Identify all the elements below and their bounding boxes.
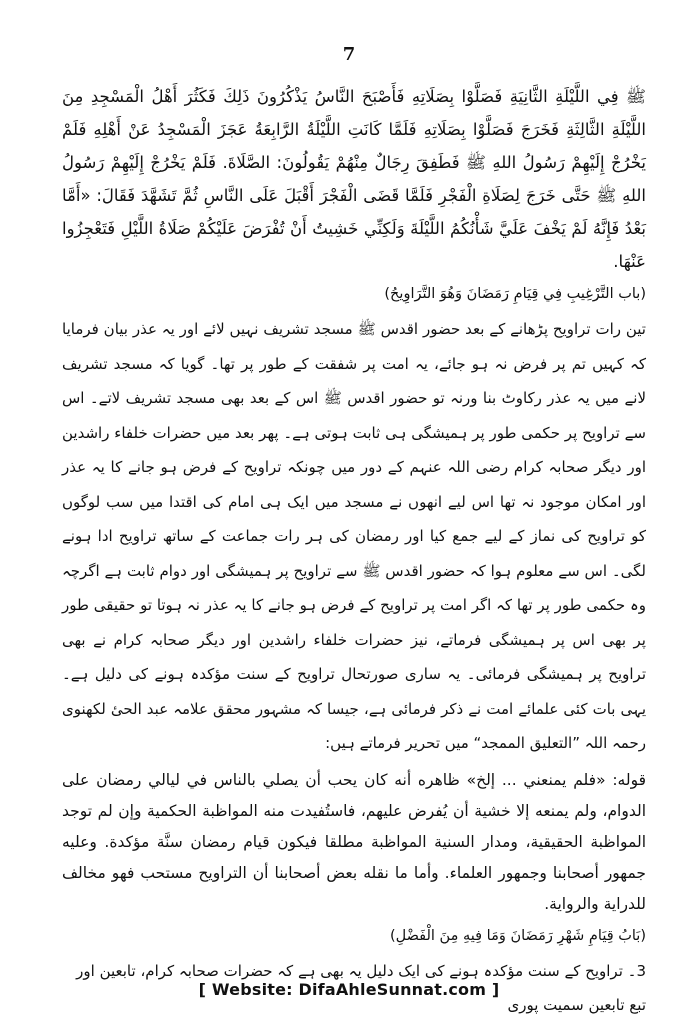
website-footer: [ Website: DifaAhleSunnat.com ] [198,980,500,999]
quote-reference: (بَابُ قِيَامِ شَهْرِ رَمَضَانَ وَمَا فِيهِ مِنَ الْفَضْلِ) [389,927,646,944]
arabic-hadith-text: ﷺ فِي اللَّيْلَةِ الثَّانِيَةِ فَصَلَّوْا بِصَلَاتِهِ فَأَصْبَحَ النَّاسُ يَذْكُرُونَ ذَلِكَ فَكَثُرَ أَهْلُ الْمَسْجِدِ مِنَ اللَّيْلَةِ الثَّالِثَةِ فَخَرَجَ فَصَلَّوْا بِصَلَاتِهِ فَلَمَّا كَانَتِ اللَّيْلَةُ الرَّابِعَةُ عَجَزَ الْمَسْجِدُ عَنْ أَهْلِهِ فَلَمْ يَخْرُجْ إِلَيْهِمْ رَسُولُ اللهِ ﷺ فَطَفِقَ رِجَالٌ مِنْهُمْ يَقُولُونَ: الصَّلَاةَ. فَلَمْ يَخْرُجْ إِلَيْهِمْ رَسُولُ اللهِ ﷺ حَتَّى خَرَجَ لِصَلَاةِ الْفَجْرِ فَلَمَّا قَضَى الْفَجْرَ أَقْبَلَ عَلَى النَّاسِ ثُمَّ تَشَهَّدَ فَقَالَ: «أَمَّا بَعْدُ فَإِنَّهُ لَمْ يَخْفَ عَلَيَّ شَأْنُكُمُ اللَّيْلَةَ وَلَكِنِّي خَشِيتُ أَنْ تُفْرَضَ عَلَيْكُمْ صَلَاةُ اللَّيْلِ فَتَعْجِزُوا عَنْهَا. [62,87,646,271]
page-number: 7 [342,44,356,65]
urdu-point-3: 3۔ تراویح کے سنت مؤکدہ ہونے کی ایک دلیل یہ بھی ہے کہ حضرات صحابہ کرام، تابعین اور تبع تابعین سمیت پوری [76,961,646,1014]
arabic-quote-text: قوله: «فلم يمنعني ... إلخ» ظاهره أنه كان يحب أن يصلي بالناس في ليالي رمضان على الدوام، ولم يمنعه إلا خشية أن يُفرض عليهم، فاستُفيدت منه المواظبة الحكمية وإن لم توجد المواظبة الحقيقية، ومدار السنية المواظبة مطلقا فيكون قيام رمضان سنَّة مؤكدة. وعليه جمهور أصحابنا وجمهور العلماء. وأما ما نقله بعض أصحابنا أن التراويح مستحب فهو مخالف للدراية والرواية. [62,770,646,913]
hadith-reference: (باب التَّرْغِيبِ فِي قِيَامِ رَمَضَانَ وَهُوَ التَّرَاوِيحُ) [384,286,646,302]
urdu-explanation: تین رات تراویح پڑھانے کے بعد حضور اقدس ﷺ مسجد تشریف نہیں لائے اور یہ عذر بیان فرمایا کہ کہیں تم پر فرض نہ ہو جائے، یہ امت پر شفقت کے طور پر تھا۔ گویا کہ مسجد تشریف لانے میں یہ عذر رکاوٹ بنا ورنہ تو حضور اقدس ﷺ اس کے بعد بھی مسجد تشریف لاتے۔ اس سے تراویح پر حکمی طور پر ہمیشگی ہی ثابت ہوتی ہے۔ پھر بعد میں حضرات خلفاء راشدین اور دیگر صحابہ کرام رضی اللہ عنہم کے دور میں چونکہ تراویح کے فرض ہو جانے کا یہ عذر اور امکان موجود نہ تھا اس لیے انھوں نے مسجد میں ایک ہی امام کی اقتدا میں سب لوگوں کو تراویح کی نماز کے لیے جمع کیا اور رمضان کی ہر رات جماعت کے ساتھ تراویح ادا ہونے لگی۔ اس سے معلوم ہوا کہ حضور اقدس ﷺ سے تراویح پر ہمیشگی اور دوام ثابت ہے اگرچہ وہ حکمی طور پر تھا کہ اگر امت پر تراویح کے فرض ہو جانے کا یہ عذر نہ ہوتا تو حقیقی طور پر بھی اس پر ہمیشگی فرماتے، نیز حضرات خلفاء راشدین اور دیگر صحابہ کرام نے بھی تراویح پر ہمیشگی فرمائی۔ یہ ساری صورتحال تراویح کے سنت مؤکدہ ہونے کی دلیل ہے۔ یہی بات کئی علمائے امت نے ذکر فرمائی ہے، جیسا کہ مشہور محقق علامہ عبد الحیٔ لکھنوی رحمہ اللہ ”التعلیق الممجد“ میں تحریر فرماتے ہیں: [62,320,646,752]
page-content [62,80,646,1022]
